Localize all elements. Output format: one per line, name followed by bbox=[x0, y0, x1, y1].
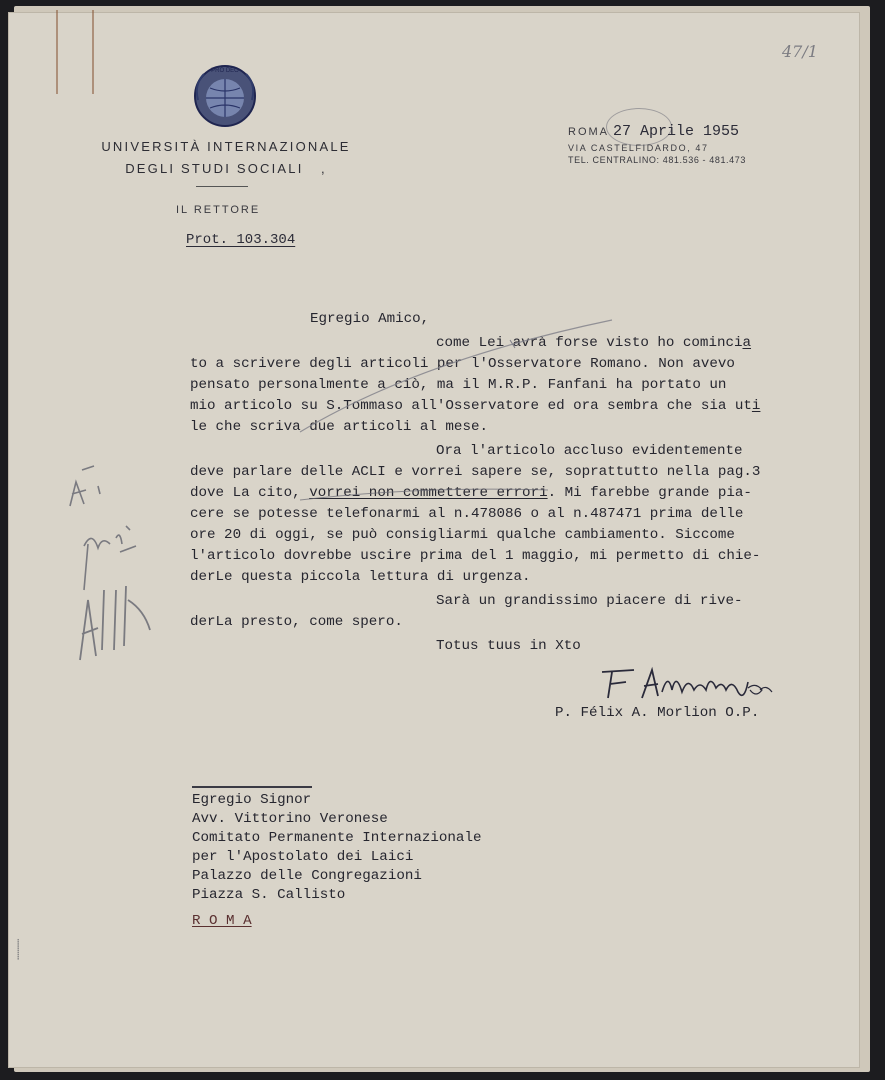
recipient-city: R O M A bbox=[192, 913, 252, 929]
recipient-line: Avv. Vittorino Veronese bbox=[192, 811, 388, 827]
signature-name: P. Félix A. Morlion O.P. bbox=[555, 705, 760, 721]
underlined-phrase: vorrei non commettere errori bbox=[309, 485, 548, 501]
body-line: Sarà un grandissimo piacere di rive- bbox=[436, 593, 743, 609]
body-line: derLa presto, come spero. bbox=[190, 614, 403, 630]
body-line: to a scrivere degli articoli per l'Osservatore Romano. Non avevo bbox=[190, 356, 735, 372]
recipient-line: Palazzo delle Congregazioni bbox=[192, 868, 422, 884]
margin-handwritten-note bbox=[58, 460, 168, 680]
handwritten-signature bbox=[598, 662, 778, 706]
archive-number: 47/1 bbox=[782, 42, 818, 61]
body-line: l'articolo dovrebbe uscire prima del 1 maggio, mi permetto di chie- bbox=[190, 548, 761, 564]
body-line: pensato personalmente a ciò, ma il M.R.P. Fanfani ha portato un bbox=[190, 377, 727, 393]
sender-address bbox=[568, 122, 746, 165]
letterhead-divider bbox=[196, 186, 248, 187]
recipient-line: per l'Apostolato dei Laici bbox=[192, 849, 414, 865]
seal-motto: PRO DEO bbox=[211, 68, 239, 74]
body-line: Ora l'articolo accluso evidentemente bbox=[436, 443, 743, 459]
letterhead bbox=[96, 136, 356, 180]
body-line: mio articolo su S.Tommaso all'Osservatore ed ora sembra che sia uti bbox=[190, 398, 761, 414]
letter-date: 27 Aprile 1955 bbox=[613, 123, 740, 140]
letterhead-mark: , bbox=[320, 161, 327, 176]
recipient-line: Comitato Permanente Internazionale bbox=[192, 830, 482, 846]
printer-imprint: ▪▪▪▪▪▪▪▪▪▪ bbox=[16, 938, 22, 960]
body-line: cere se potesse telefonarmi al n.478086 o al n.487471 prima delle bbox=[190, 506, 744, 522]
body-line: derLe questa piccola lettura di urgenza. bbox=[190, 569, 531, 585]
recipient-line: Egregio Signor bbox=[192, 792, 312, 808]
rector-title: IL RETTORE bbox=[176, 204, 261, 216]
binding-marks bbox=[56, 10, 94, 94]
university-name-line1: UNIVERSITÀ INTERNAZIONALE bbox=[101, 139, 351, 154]
body-line: come Lei avrà forse visto ho comincia bbox=[436, 335, 752, 351]
university-seal-logo bbox=[190, 60, 260, 130]
body-line: ore 20 di oggi, se può consigliarmi qualche cambiamento. Siccome bbox=[190, 527, 735, 543]
body-line: le che scriva due articoli al mese. bbox=[190, 419, 488, 435]
body-line: dove La cito, vorrei non commettere errori. Mi farebbe grande pia- bbox=[190, 485, 752, 501]
salutation: Egregio Amico, bbox=[310, 311, 430, 327]
recipient-divider bbox=[192, 786, 312, 788]
closing: Totus tuus in Xto bbox=[436, 638, 581, 654]
sender-street: VIA CASTELFIDARDO, 47 bbox=[568, 143, 709, 153]
sender-telephone: TEL. CENTRALINO: 481.536 - 481.473 bbox=[568, 155, 746, 165]
university-name-line2: DEGLI STUDI SOCIALI , bbox=[125, 161, 327, 176]
body-line: deve parlare delle ACLI e vorrei sapere se, soprattutto nella pag.3 bbox=[190, 464, 761, 480]
recipient-line: Piazza S. Callisto bbox=[192, 887, 346, 903]
protocol-number: Prot. 103.304 bbox=[186, 232, 296, 248]
sender-city: ROMA bbox=[568, 126, 609, 138]
